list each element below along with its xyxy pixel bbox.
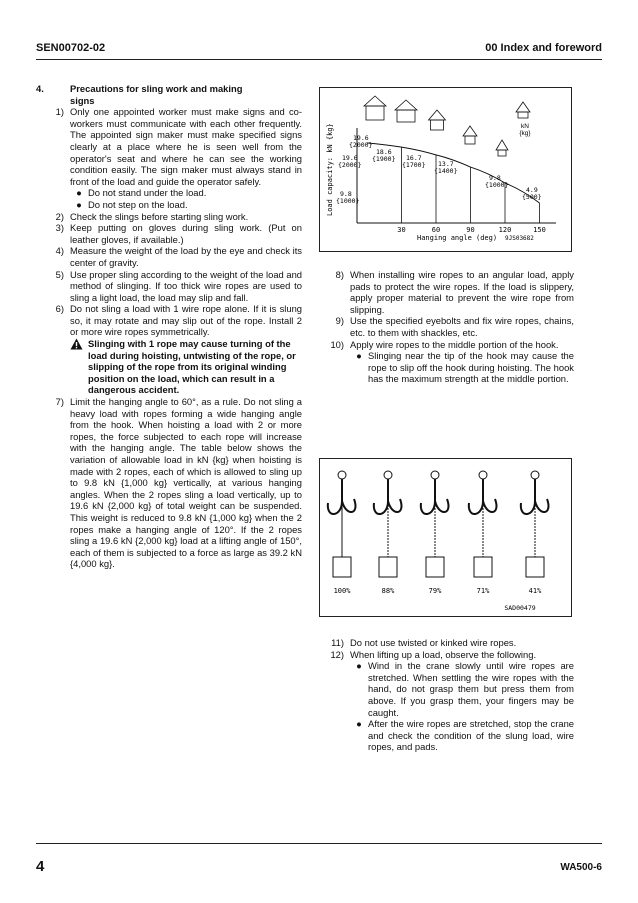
load-capacity-chart [319,87,572,252]
bullet-item: ● Do not step on the load. [70,199,302,211]
heading-line1: Precautions for sling work and making [70,83,243,94]
hook-diagram [521,471,549,577]
unit-kn: kN [521,123,529,130]
list-item: 3) Keep putting on gloves during sling work. (Put on leather gloves, if available.) [55,222,302,245]
load-icon [496,140,508,156]
load-icon [516,102,530,118]
model-code: WA500-6 [560,862,602,873]
bullet-item: ● Slinging near the tip of the hook may cause the rope to slip off the hook during hoisting. The hook has the maximum strength at the middle portion. [350,350,574,385]
x-axis-title: Hanging angle (deg) [417,234,498,242]
hook-percent: 100% [333,587,351,595]
list-item: 2) Check the slings before starting sling work. [55,210,249,222]
page-number: 4 [36,858,45,875]
hook-percent: 88% [381,587,395,595]
footer-rule [36,843,602,844]
figure-code: 9JS03682 [505,235,534,242]
point-value: 9.8 [340,190,352,198]
point-kg: {1000} [485,181,509,189]
figure-code: SAD00479 [504,604,536,612]
load-icon [429,110,446,130]
list-item: 4) Measure the weight of the load by the eye and check its center of gravity. [55,245,302,268]
list-item: 10) Apply wire ropes to the middle portion of the hook. [330,338,559,350]
point-value: 9.8 [489,174,501,182]
heading-number: 4. [36,83,44,94]
bullet-item: ● Do not stand under the load. [70,187,302,199]
list-item: 8) When installing wire ropes to an angular load, apply pads to protect the wire ropes. If the load is slippery, apply proper material to prevent the wire rope from slipping. [335,269,574,315]
y-axis-title: Load capacity: kN {kg} [326,123,334,216]
load-icon [364,96,386,120]
hooks-svg [320,459,571,616]
right-column-a [316,269,574,385]
list-item: 11) Do not use twisted or kinked wire ropes. [331,637,517,648]
x-tick-label: 90 [466,226,475,234]
point-kg: {1900} [372,155,396,163]
point-kg: {2000} [338,161,362,169]
hook-diagram [328,471,356,577]
list-item: 6) Do not sling a load with 1 wire rope alone. If it is slung so, it may rotate and may slip out of the rope. Install 2 or more wire ropes symmetrically. [55,303,302,338]
doc-code: SEN00702-02 [36,42,106,54]
header-rule [36,59,602,60]
list-item: 9) Use the specified eyebolts and fix wire ropes, chains, etc. to them with shackles, etc. [335,315,574,338]
point-value: 16.7 [406,154,422,162]
hook-figure [319,458,572,617]
point-value: 19.6 [353,134,369,142]
warning-note: Slinging with 1 rope may cause turning of the load during hoisting, untwisting of the rope, or slipping of the rope from its original winding position on the load, which can result in a dangerous accident. [70,338,302,396]
unit-kg: {kg} [519,130,531,137]
bullet-item: ● After the wire ropes are stretched, stop the crane and check the condition of the slung load, wire ropes, and pads. [350,718,574,753]
load-icon [463,126,477,144]
hook-percent: 71% [476,587,490,595]
point-value: 19.6 [342,154,358,162]
right-column-b [316,637,574,753]
bullet-icon: ● [356,660,362,672]
section-heading [36,83,302,95]
bullet-item: ● Wind in the crane slowly until wire ropes are stretched. When settling the wire ropes with the hand, do not grasp them but press them from above. If you grasp them, your fingers may be caught. [350,660,574,718]
point-kg: {1700} [402,161,426,169]
x-tick-label: 60 [431,226,441,234]
list-item: 7) Limit the hanging angle to 60°, as a rule. Do not sling a heavy load with ropes forming a wide hanging angle from the hook. When hoisting a load with 2 or more ropes, the force subjected to each rope will increase with the hanging angle. The table below shows the variation of allowable load in kN {kg} when hoisting is made with 2 ropes, each of which is allowed to sling up to 9.8 kN {1,000 kg} vertically, at various hanging angles. When the 2 ropes sling a load vertically, up to 19.6 kN {2,000 kg} of total weight can be suspended. This weight is reduced to 9.8 kN {1,000 kg} when the 2 ropes make a hanging angle of 120°. If the 2 ropes sling a 19.6 kN {2,000 kg} load at a lifting angle of 150°, each of them is subjected to a force as large as 39.2 kN {4,000 kg}. [55,396,302,570]
bullet-icon: ● [356,350,362,362]
hook-percent: 41% [528,587,542,595]
list-item: 12) When lifting up a load, observe the following. [330,648,537,660]
hook-percent: 79% [428,587,442,595]
list-item: 5) Use proper sling according to the weight of the load and method of slinging. If too thick wire ropes are used to sling a light load, the load may slip and fall. [55,268,302,303]
bullet-icon: ● [76,198,82,210]
section-title: 00 Index and foreword [485,42,602,54]
bullet-icon: ● [76,187,82,199]
bullet-icon: ● [356,718,362,730]
point-kg: {500} [522,193,542,201]
point-kg: {2000} [349,141,373,149]
point-kg: {1000} [336,197,360,205]
point-value: 4.9 [526,186,538,194]
x-tick-label: 120 [498,226,512,234]
heading-line2: signs [70,94,95,106]
point-kg: {1400} [434,167,458,175]
chart-svg [320,88,571,251]
x-tick-label: 150 [533,226,546,234]
point-value: 18.6 [376,148,392,156]
left-column [36,83,302,570]
point-value: 13.7 [438,160,454,168]
hook-diagram [421,471,449,577]
hook-diagram [374,471,402,577]
warning-icon [70,338,88,396]
load-icon [395,100,417,122]
x-tick-label: 30 [397,226,406,234]
hook-diagram [469,471,497,577]
list-item: 1) Only one appointed worker must make signs and co-workers must communicate with each other frequently. The appointed sign maker must make specified signs clearly at a place where he is seen well from the operator's seat and where he can see the working condition easily. The sign maker must always stand in front of the load and guide the operator safely. [55,106,302,187]
